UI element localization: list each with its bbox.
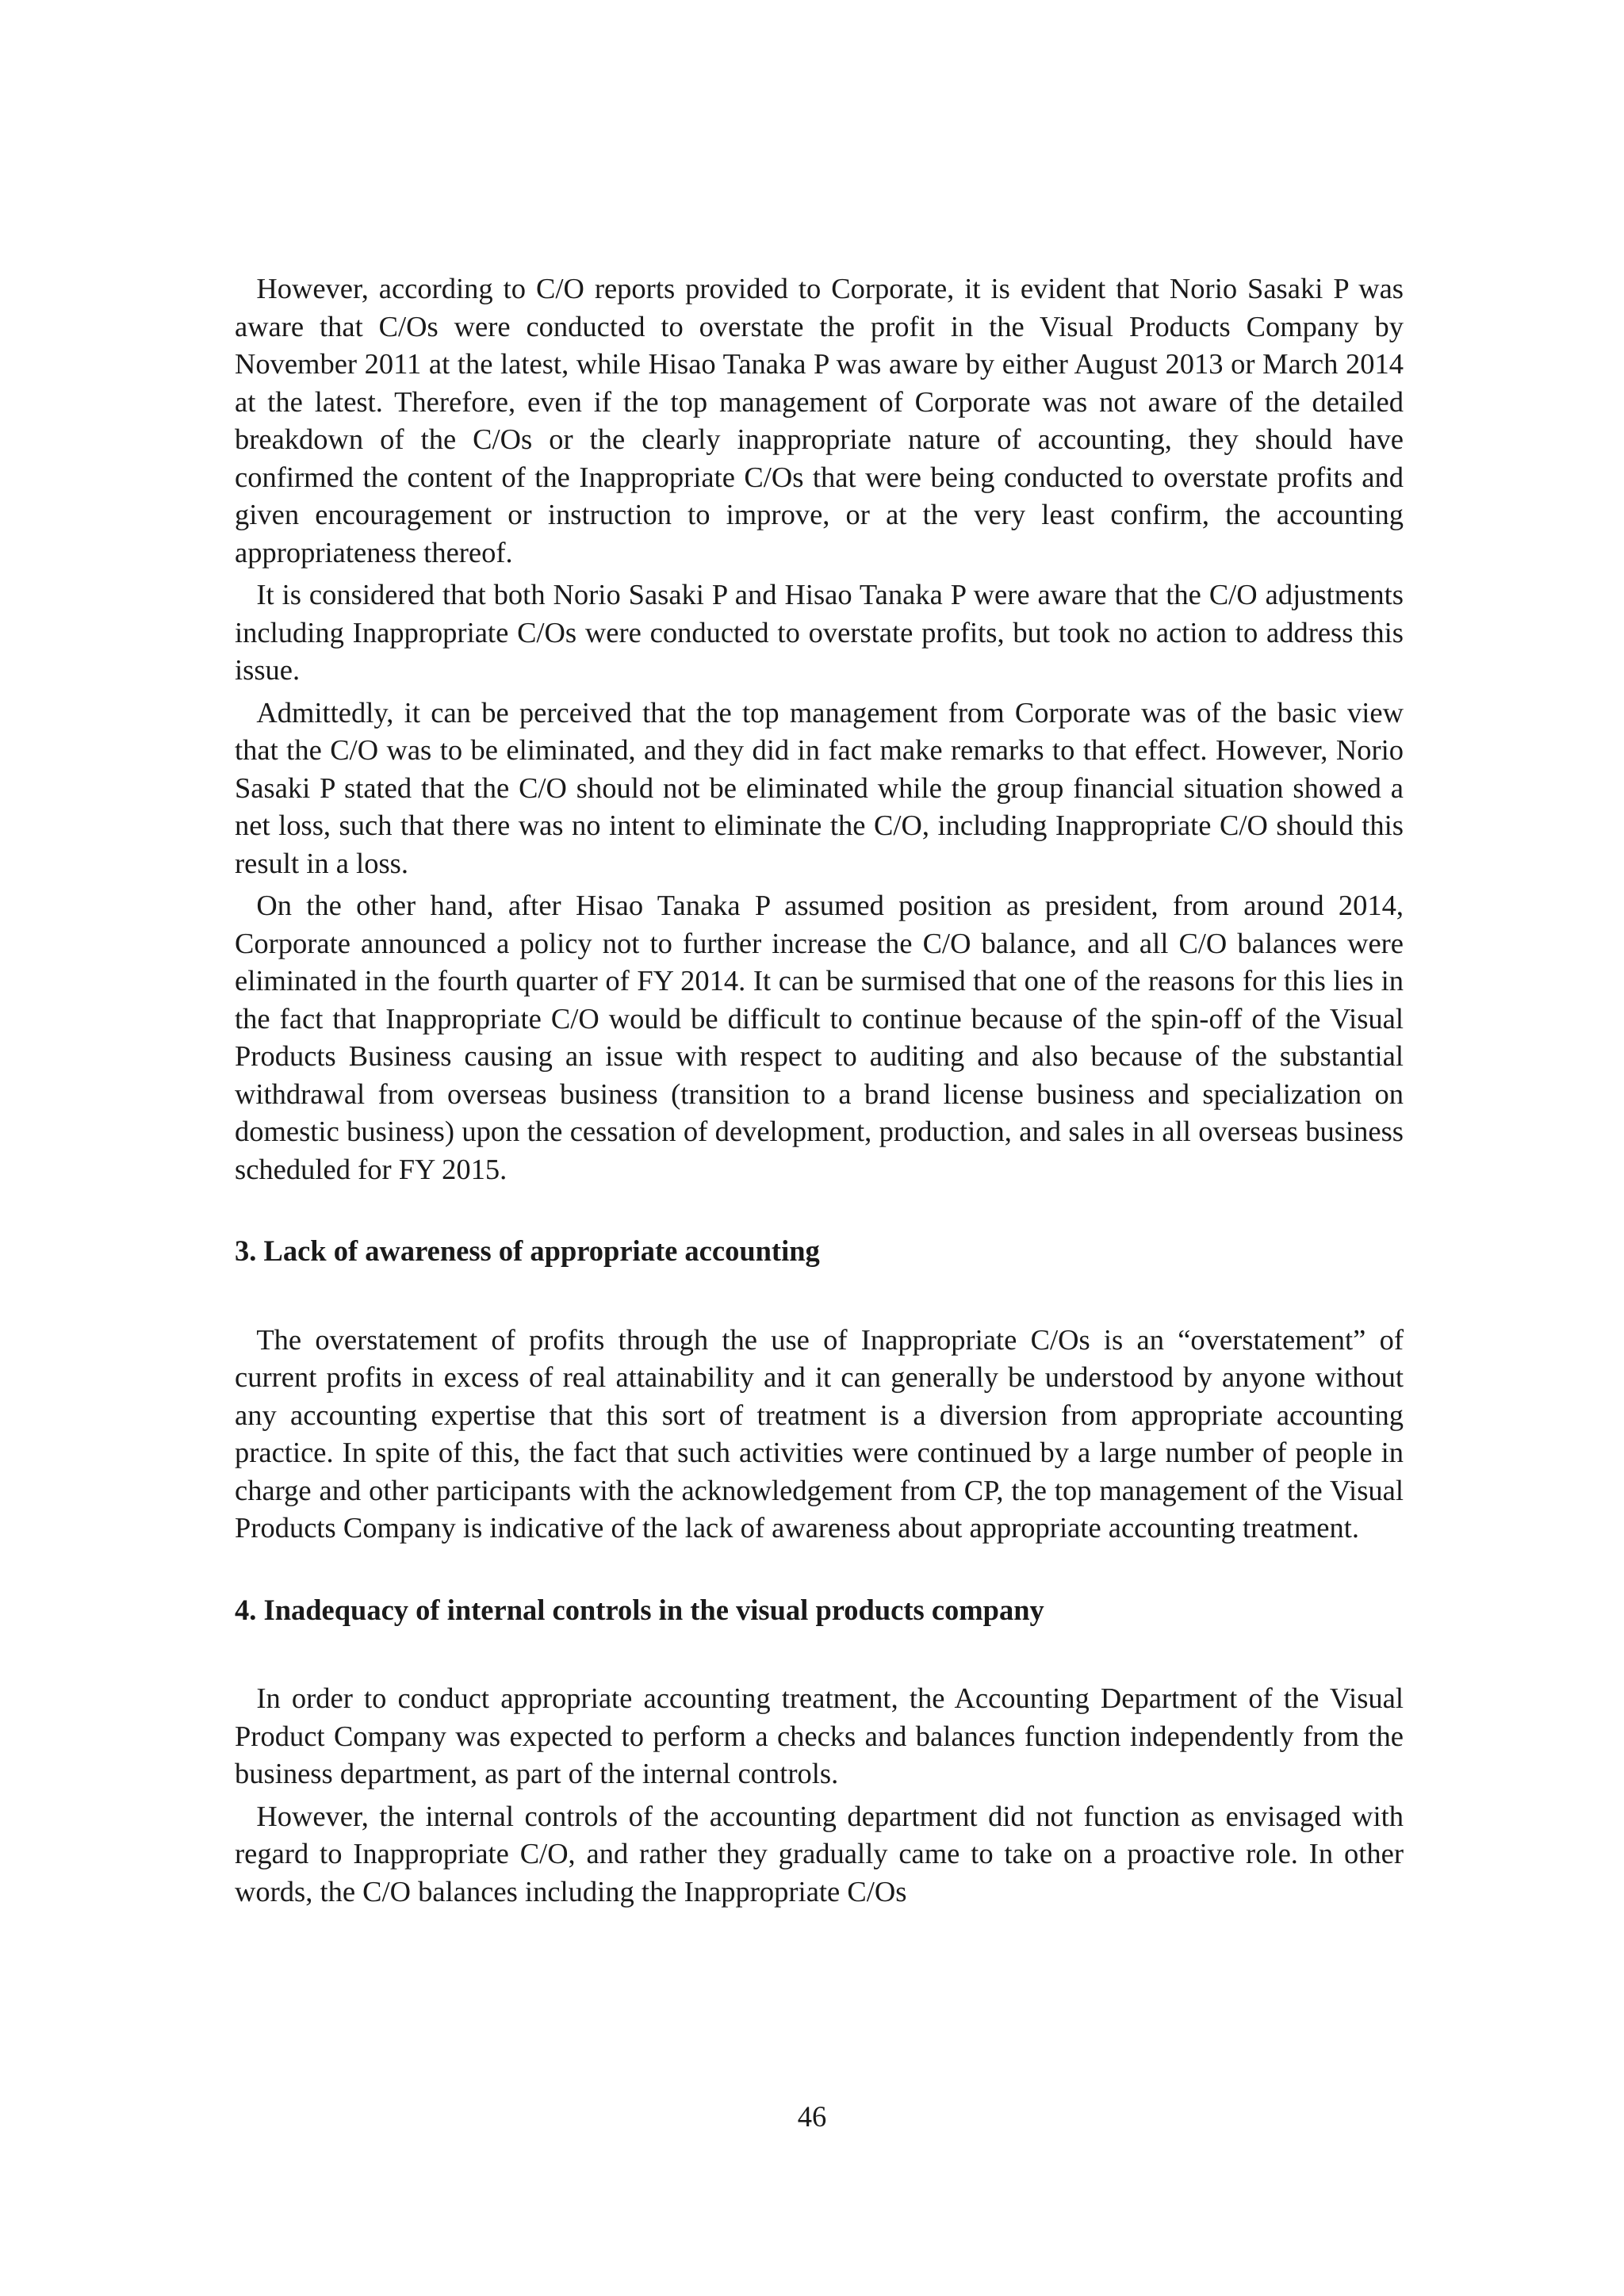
paragraph-lack-of-awareness: The overstatement of profits through the use of Inappropriate C/Os is an “overstatement” of current profits in excess of real attainability and it can generally be understood by anyone without any accounting expertise that this sort of treatment is a diversion from appropriate accounting practice. In spite of this, the fact that such activities were continued by a large number of people in charge and other participants with the acknowledgement from CP, the top management of the Visual Products Company is indicative of the lack of awareness about appropriate accounting treatment. xyxy=(235,1322,1404,1544)
paragraph-policy-2014: On the other hand, after Hisao Tanaka P assumed position as president, from around 2014, Corporate announced a policy not to further increase the C/O balance, and all C/O balances were eliminated in the fourth quarter of FY 2014. It can be surmised that one of the reasons for this lies in the fact that Inappropriate C/O would be difficult to continue because of the spin-off of the Visual Products Business causing an issue with respect to auditing and also because of the substantial withdrawal from overseas business (transition to a brand license business and specialization on domestic business) upon the cessation of development, production, and sales in all overseas business scheduled for FY 2015. xyxy=(235,889,1404,1185)
paragraph-top-management-awareness: However, according to C/O reports provided to Corporate, it is evident that Norio Sasaki P was aware that C/Os were conducted to overstate the profit in the Visual Products Company by November 2011 at the latest, while Hisao Tanaka P was aware by either August 2013 or March 2014 at the latest. Therefore, even if the top management of Corporate was not aware of the detailed breakdown of the C/Os or the clearly inappropriate nature of accounting, they should have confirmed the content of the Inappropriate C/Os that were being conducted to overstate profits and given encouragement or instruction to improve, or at the very least confirm, the accounting appropriateness thereof. xyxy=(235,272,1404,568)
page-number: 46 xyxy=(797,2100,827,2133)
document-body xyxy=(235,270,1404,1910)
paragraph-accounting-department-role: In order to conduct appropriate accounting treatment, the Accounting Department of the Visual Product Company was expected to perform a checks and balances function independently from the business department, as part of the internal controls. xyxy=(235,1682,1404,1789)
section-4-heading: 4. Inadequacy of internal controls in the visual products company xyxy=(235,1593,1044,1626)
paragraph-internal-controls-failure: However, the internal controls of the accounting department did not function as envisaged with regard to Inappropriate C/O, and rather they gradually came to take on a proactive role. In other words, the C/O balances including the Inappropriate C/Os xyxy=(235,1799,1404,1908)
section-3-heading: 3. Lack of awareness of appropriate accounting xyxy=(235,1234,820,1267)
paragraph-no-action: It is considered that both Norio Sasaki P and Hisao Tanaka P were aware that the C/O adjustments including Inappropriate C/Os were conducted to overstate profits, but took no action to address this issue. xyxy=(235,578,1404,686)
paragraph-elimination-view: Admittedly, it can be perceived that the top management from Corporate was of the basic view that the C/O was to be eliminated, and they did in fact make remarks to that effect. However, Norio Sasaki P stated that the C/O should not be eliminated while the group financial situation showed a net loss, such that there was no intent to eliminate the C/O, including Inappropriate C/O should this result in a loss. xyxy=(235,695,1404,879)
